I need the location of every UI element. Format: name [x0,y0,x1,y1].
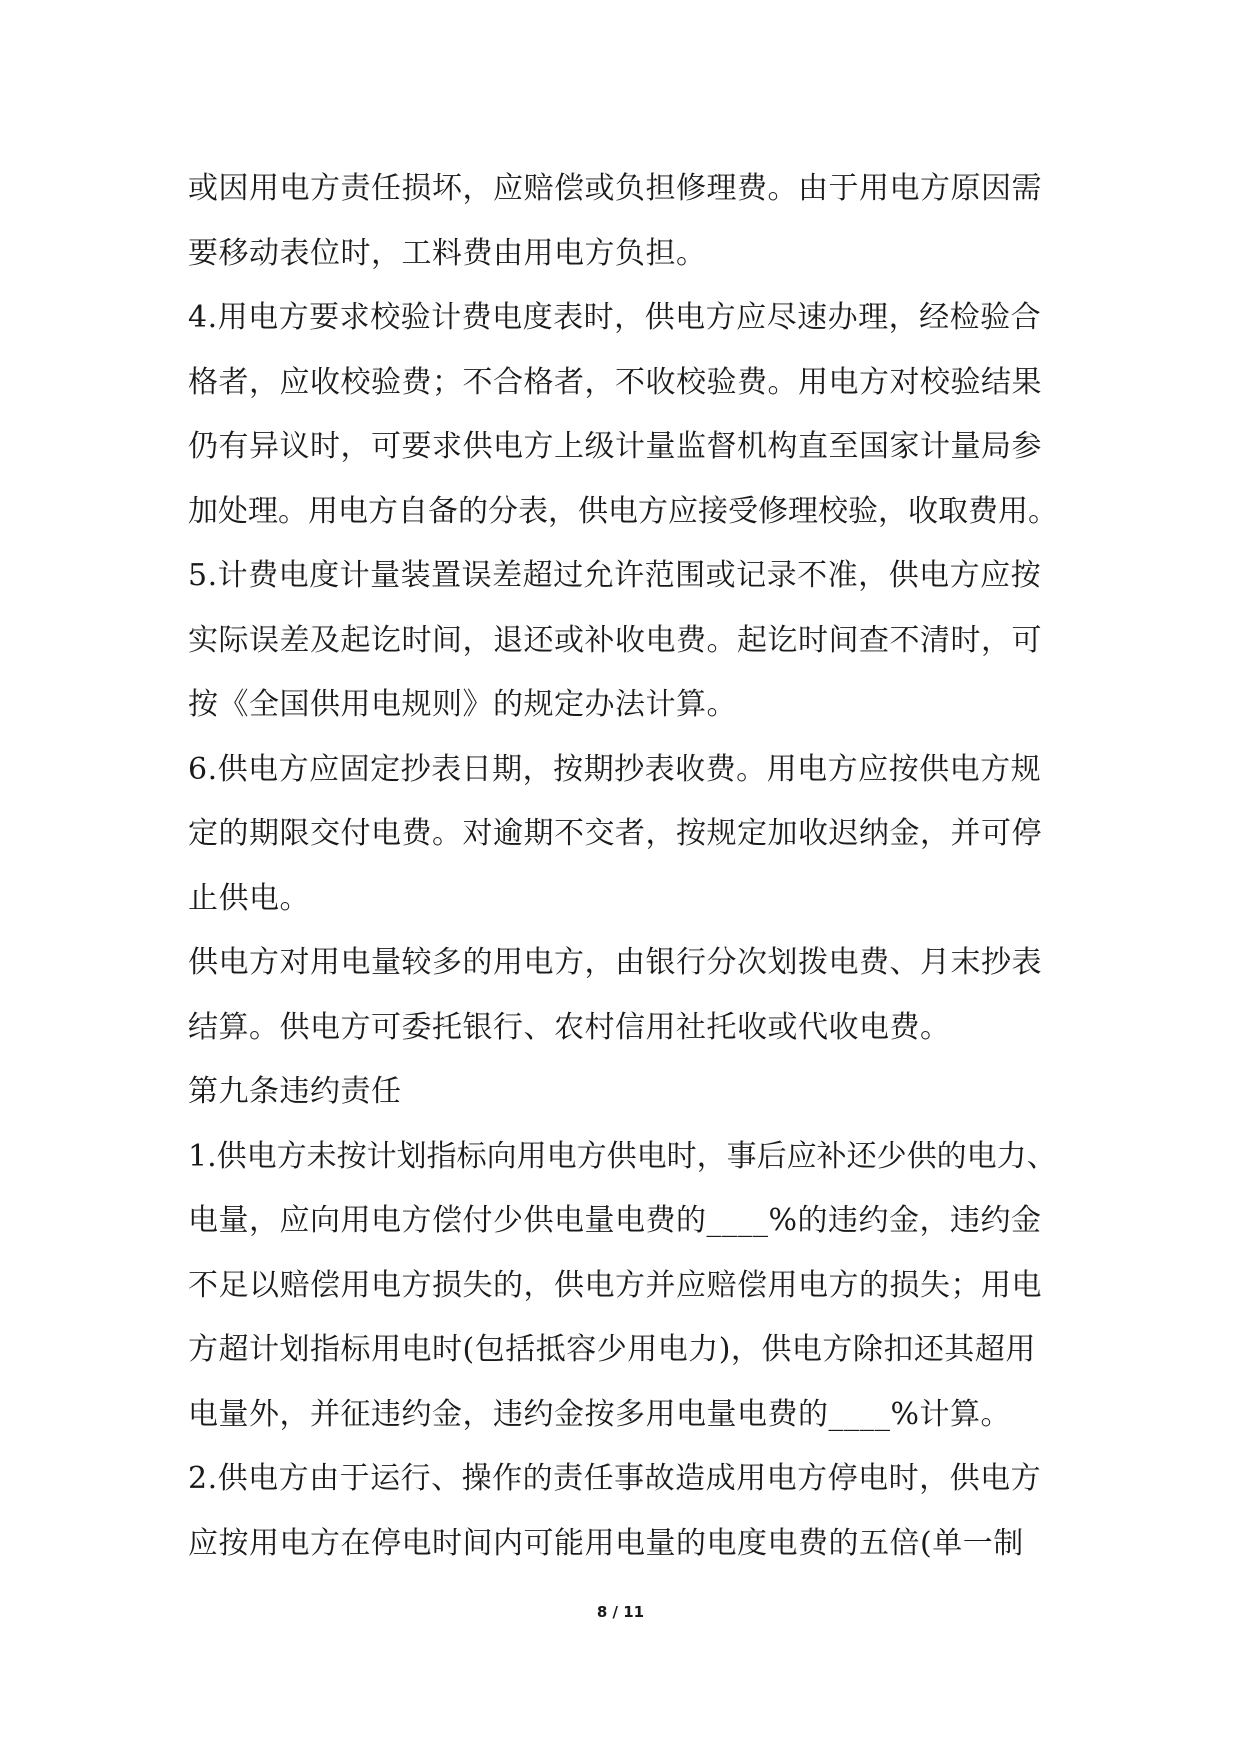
text-line: 2.供电方由于运行、操作的责任事故造成用电方停电时，供电方 [188,1461,1042,1496]
text-line: 6.供电方应固定抄表日期，按期抄表收费。用电方应按供电方规 [188,751,1042,787]
text-line: 电量，应向用电方偿付少供电量电费的____%的违约金，违约金 [188,1203,1042,1238]
text-line: 或因用电方责任损坏，应赔偿或负担修理费。由于用电方原因需 [188,171,1042,206]
text-line: 不足以赔偿用电方损失的，供电方并应赔偿用电方的损失；用电 [188,1267,1042,1303]
text-line: 5.计费电度计量装置误差超过允许范围或记录不准，供电方应按 [188,558,1042,593]
text-line: 结算。供电方可委托银行、农村信用社托收或代收电费。 [188,1009,951,1045]
text-line: 定的期限交付电费。对逾期不交者，按规定加收迟纳金，并可停 [188,816,1042,851]
text-line: 应按用电方在停电时间内可能用电量的电度电费的五倍(单一制 [188,1525,1024,1561]
section-heading: 第九条违约责任 [188,1074,402,1109]
text-line: 1.供电方未按计划指标向用电方供电时，事后应补还少供的电力、 [188,1138,1057,1174]
text-line: 要移动表位时，工料费由用电方负担。 [188,235,707,271]
text-line: 4.用电方要求校验计费电度表时，供电方应尽速办理，经检验合 [188,300,1042,335]
text-line: 止供电。 [188,880,310,916]
text-line: 格者，应收校验费；不合格者，不收校验费。用电方对校验结果 [188,364,1042,400]
text-line: 按《全国供用电规则》的规定办法计算。 [188,687,737,722]
text-line: 仍有异议时，可要求供电方上级计量监督机构直至国家计量局参 [188,429,1042,464]
text-line: 电量外，并征违约金，违约金按多用电量电费的____%计算。 [188,1396,1012,1432]
text-line: 实际误差及起讫时间，退还或补收电费。起讫时间查不清时，可 [188,622,1042,658]
document-body [188,157,1068,1576]
page-number: 8 / 11 [596,1603,645,1621]
text-line: 供电方对用电量较多的用电方，由银行分次划拨电费、月末抄表 [188,945,1042,980]
text-line: 加处理。用电方自备的分表，供电方应接受修理校验，收取费用。 [188,493,1058,529]
text-line: 方超计划指标用电时(包括抵容少用电力)，供电方除扣还其超用 [188,1332,1036,1367]
